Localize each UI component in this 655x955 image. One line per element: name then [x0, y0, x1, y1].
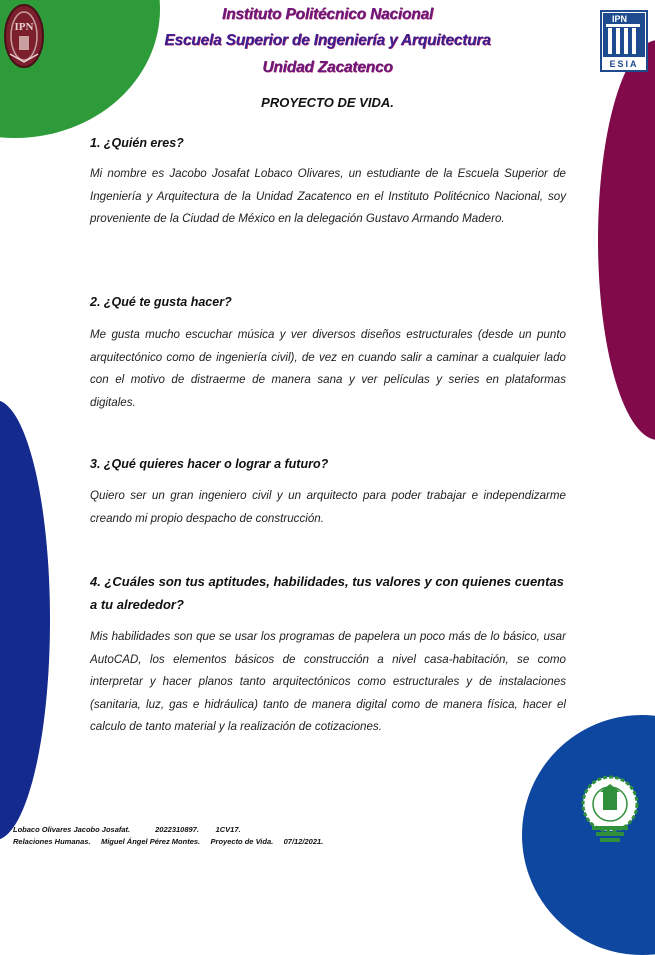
- answer-2: Me gusta mucho escuchar música y ver diversos diseños estructurales (desde un punto arquitectónico como de ingeniería civil), de vez en cuando salir a caminar a cualquier lado con el motivo de distraerme de manera sana y ver películas y series en plataformas digitales.: [90, 328, 566, 409]
- document-title: PROYECTO DE VIDA.: [261, 95, 394, 110]
- question-3: 3. ¿Qué quieres hacer o lograr a futuro?: [90, 457, 329, 471]
- answer-1: Mi nombre es Jacobo Josafat Lobaco Olivares, un estudiante de la Escuela Superior de Ingeniería y Arquitectura de la Unidad Zacatenco en el Instituto Politécnico Nacional, soy proveniente de la Ciudad de México en la delegación Gustavo Armando Madero.: [90, 167, 566, 225]
- esia-ipn-label: IPN: [612, 14, 628, 24]
- answer-3: Quiero ser un gran ingeniero civil y un arquitecto para poder trabajar e independizarme creando mi propio despacho de construcción.: [90, 489, 566, 525]
- question-2: 2. ¿Qué te gusta hacer?: [90, 295, 232, 309]
- svg-text:IPN: IPN: [14, 21, 34, 33]
- question-1: 1. ¿Quién eres?: [90, 136, 184, 150]
- footer-course-line: Relaciones Humanas. Miguel Ángel Pérez Montes. Proyecto de Vida. 07/12/2021.: [13, 837, 324, 846]
- question-4: 4. ¿Cuáles son tus aptitudes, habilidades, tus valores y con quienes cuentas a tu alrededor?: [90, 574, 564, 612]
- esia-label: ESIA: [609, 59, 639, 69]
- blue-decorative-shape: [0, 400, 50, 840]
- answer-4: Mis habilidades son que se usar los programas de papelera un poco más de lo básico, usar AutoCAD, los elementos básicos de construcción a nivel casa-habitación, se como interpretar y hacer planos tanto arquitectónicos como estructurales y de instalaciones (sanitaria, luz, gas e hidráulica) tanto de manera digital como de manera física, hacer el calculo de tanto material y la realización de cotizaciones.: [90, 630, 566, 733]
- esia-seal-icon: [578, 772, 642, 844]
- institution-name: Instituto Politécnico Nacional: [221, 6, 434, 23]
- school-name: Escuela Superior de Ingeniería y Arquitectura: [164, 32, 491, 49]
- unit-name: Unidad Zacatenco: [262, 59, 393, 76]
- footer-author-line: Lobaco Olivares Jacobo Josafat. 2022310897. 1CV17.: [13, 825, 241, 834]
